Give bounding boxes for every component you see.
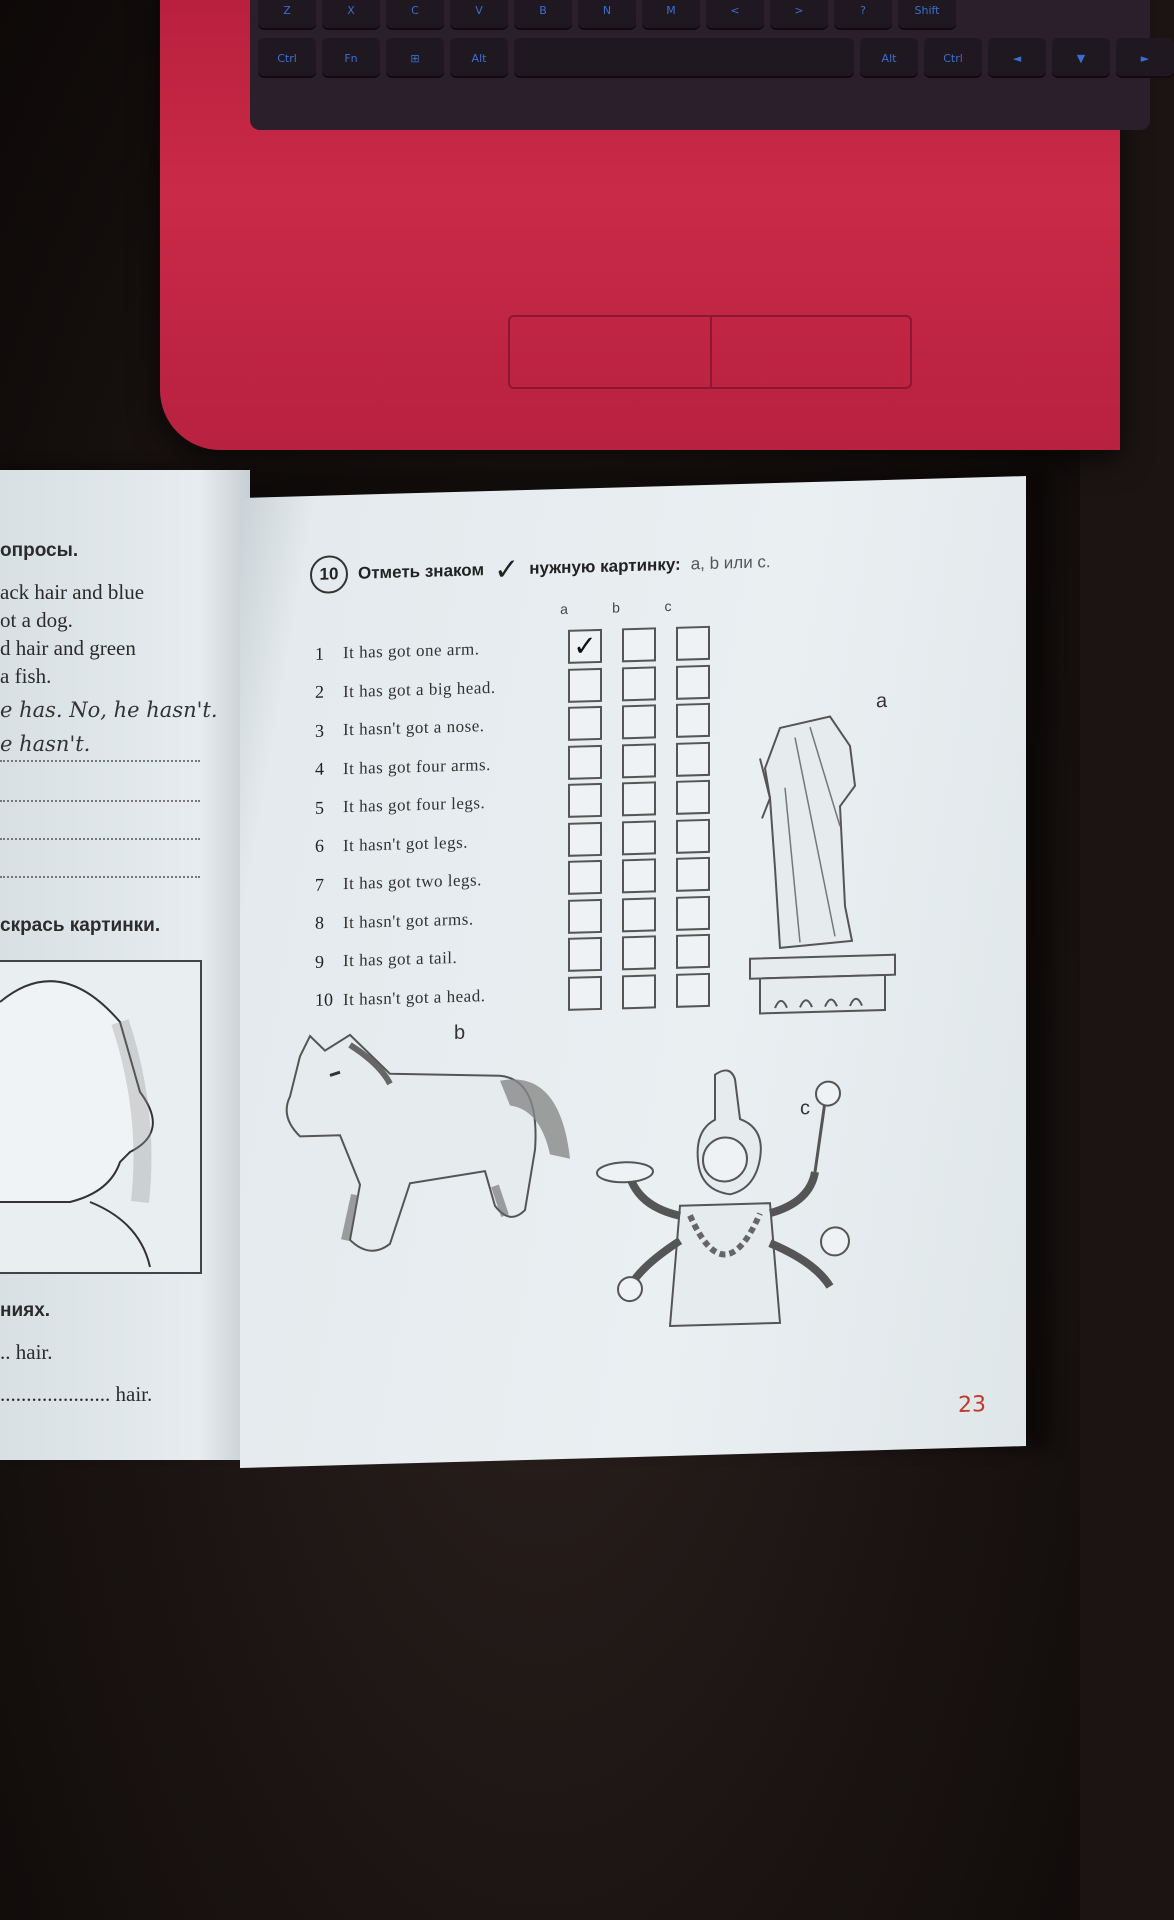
answer-checkbox-b[interactable] — [622, 704, 656, 739]
row-number: 7 — [315, 874, 324, 895]
coloring-picture-box — [0, 960, 202, 1274]
picture-label-a: a — [876, 689, 888, 713]
answer-checkbox-b[interactable] — [622, 781, 656, 816]
row-number: 3 — [315, 720, 324, 741]
answer-checkbox-b[interactable] — [622, 627, 656, 662]
handwritten-answer: e hasn't. — [0, 732, 91, 756]
key[interactable]: Alt — [860, 38, 918, 78]
answer-checkbox-c[interactable] — [676, 934, 710, 969]
column-header-a: a — [560, 600, 568, 618]
key[interactable]: Z — [258, 0, 316, 30]
left-line: a fish. — [0, 664, 52, 688]
handwritten-answer: e has. No, he hasn't. — [0, 698, 218, 722]
space-key[interactable] — [514, 38, 854, 78]
row-number: 1 — [315, 643, 324, 664]
key[interactable]: V — [450, 0, 508, 30]
statue-picture-a — [740, 705, 900, 1029]
key[interactable]: M — [642, 0, 700, 30]
key[interactable]: B — [514, 0, 572, 30]
page-number: 23 — [958, 1392, 986, 1418]
answer-line — [0, 838, 200, 840]
row-statement: It hasn't got legs. — [343, 832, 468, 855]
exercise-options: a, b или c. — [690, 552, 771, 574]
key[interactable]: C — [386, 0, 444, 30]
hair-line: .. hair. — [0, 1340, 53, 1364]
right-page — [240, 476, 1026, 1468]
row-statement: It has got four legs. — [343, 793, 486, 817]
key[interactable]: ? — [834, 0, 892, 30]
answer-checkbox-a[interactable] — [568, 821, 602, 856]
answer-checkbox-a[interactable] — [568, 860, 602, 895]
answer-checkbox-b[interactable] — [622, 897, 656, 932]
key[interactable]: Alt — [450, 38, 508, 78]
answer-checkbox-b[interactable] — [622, 858, 656, 893]
laptop-keyboard — [250, 0, 1150, 130]
picture-label-c: c — [800, 1097, 810, 1120]
figure-picture-c — [600, 1060, 870, 1348]
row-statement: It has got four arms. — [343, 754, 491, 778]
row-number: 8 — [315, 912, 324, 933]
answer-checkbox-b[interactable] — [622, 743, 656, 778]
row-statement: It has got one arm. — [343, 639, 480, 663]
picture-label-b: b — [454, 1021, 466, 1045]
key-row-letters — [258, 0, 956, 30]
row-statement: It has got a big head. — [343, 677, 496, 701]
answer-checkbox-a[interactable] — [568, 667, 602, 702]
answer-line — [0, 800, 200, 802]
key[interactable]: Ctrl — [924, 38, 982, 78]
windows-key[interactable]: ⊞ — [386, 38, 444, 78]
exercise-number: 10 — [310, 555, 348, 594]
horse-picture-b — [270, 1008, 590, 1277]
row-statement: It hasn't got arms. — [343, 908, 474, 932]
laptop — [160, 0, 1150, 450]
answer-line — [0, 876, 200, 878]
face-outline-drawing — [0, 962, 200, 1272]
key[interactable]: ▼ — [1052, 38, 1110, 78]
key[interactable]: > — [770, 0, 828, 30]
answer-checkbox-c[interactable] — [676, 895, 710, 930]
left-line: d hair and green — [0, 636, 136, 660]
key[interactable]: ► — [1116, 38, 1174, 78]
answer-checkbox-a[interactable] — [568, 898, 602, 933]
row-number: 9 — [315, 951, 324, 972]
row-statement: It hasn't got a nose. — [343, 716, 485, 740]
answer-checkbox-c[interactable] — [676, 703, 710, 738]
answer-checkbox-a[interactable] — [568, 706, 602, 741]
row-number: 10 — [315, 989, 333, 1010]
checkmark-icon: ✓ — [494, 552, 520, 587]
left-heading-3: ниях. — [0, 1300, 51, 1321]
answer-checkbox-a[interactable]: ✓ — [568, 629, 602, 664]
row-statement: It has got two legs. — [343, 870, 482, 894]
column-headers — [538, 597, 694, 617]
left-line: ack hair and blue — [0, 580, 145, 604]
answer-checkbox-c[interactable] — [676, 972, 710, 1007]
answer-checkbox-c[interactable] — [676, 741, 710, 776]
left-page — [0, 470, 250, 1460]
key[interactable]: Shift — [898, 0, 956, 30]
answer-checkbox-b[interactable] — [622, 935, 656, 970]
answer-checkbox-a[interactable] — [568, 744, 602, 779]
column-header-c: c — [664, 597, 672, 615]
row-statement: It hasn't got a head. — [343, 985, 486, 1009]
key[interactable]: ◄ — [988, 38, 1046, 78]
horse-drawing — [270, 1008, 590, 1277]
left-heading-2: скрась картинки. — [0, 915, 161, 936]
trackpad[interactable] — [508, 315, 912, 389]
answer-checkbox-a[interactable] — [568, 975, 602, 1010]
answer-checkbox-c[interactable] — [676, 626, 710, 661]
statue-drawing — [740, 705, 900, 1029]
answer-checkbox-a[interactable] — [568, 783, 602, 818]
left-heading-1: опросы. — [0, 540, 79, 561]
trackpad-divider — [710, 317, 712, 387]
answer-checkbox-c[interactable] — [676, 664, 710, 699]
hair-line: ..................... hair. — [0, 1382, 153, 1406]
exercise-instruction-2: нужную картинку: — [529, 554, 681, 578]
answer-checkbox-c[interactable] — [676, 780, 710, 815]
left-line: ot a dog. — [0, 608, 73, 632]
exercise-instruction: Отметь знаком — [358, 560, 485, 583]
row-number: 5 — [315, 797, 324, 818]
key[interactable]: X — [322, 0, 380, 30]
exercise-header — [310, 543, 771, 594]
row-number: 4 — [315, 758, 324, 779]
key[interactable]: < — [706, 0, 764, 30]
answer-checkbox-c[interactable] — [676, 818, 710, 853]
answer-checkbox-b[interactable] — [622, 974, 656, 1009]
answer-line — [0, 760, 200, 762]
key[interactable]: Ctrl — [258, 38, 316, 78]
key[interactable]: Fn — [322, 38, 380, 78]
row-statement: It has got a tail. — [343, 947, 458, 971]
four-armed-figure-drawing — [600, 1060, 870, 1348]
row-number: 6 — [315, 835, 324, 856]
answer-checkbox-c[interactable] — [676, 857, 710, 892]
answer-checkbox-b[interactable] — [622, 820, 656, 855]
answer-checkbox-a[interactable] — [568, 937, 602, 972]
row-number: 2 — [315, 681, 324, 702]
key-row-bottom — [258, 38, 1174, 78]
column-header-b: b — [612, 599, 620, 616]
answer-checkbox-b[interactable] — [622, 666, 656, 701]
key[interactable]: N — [578, 0, 636, 30]
